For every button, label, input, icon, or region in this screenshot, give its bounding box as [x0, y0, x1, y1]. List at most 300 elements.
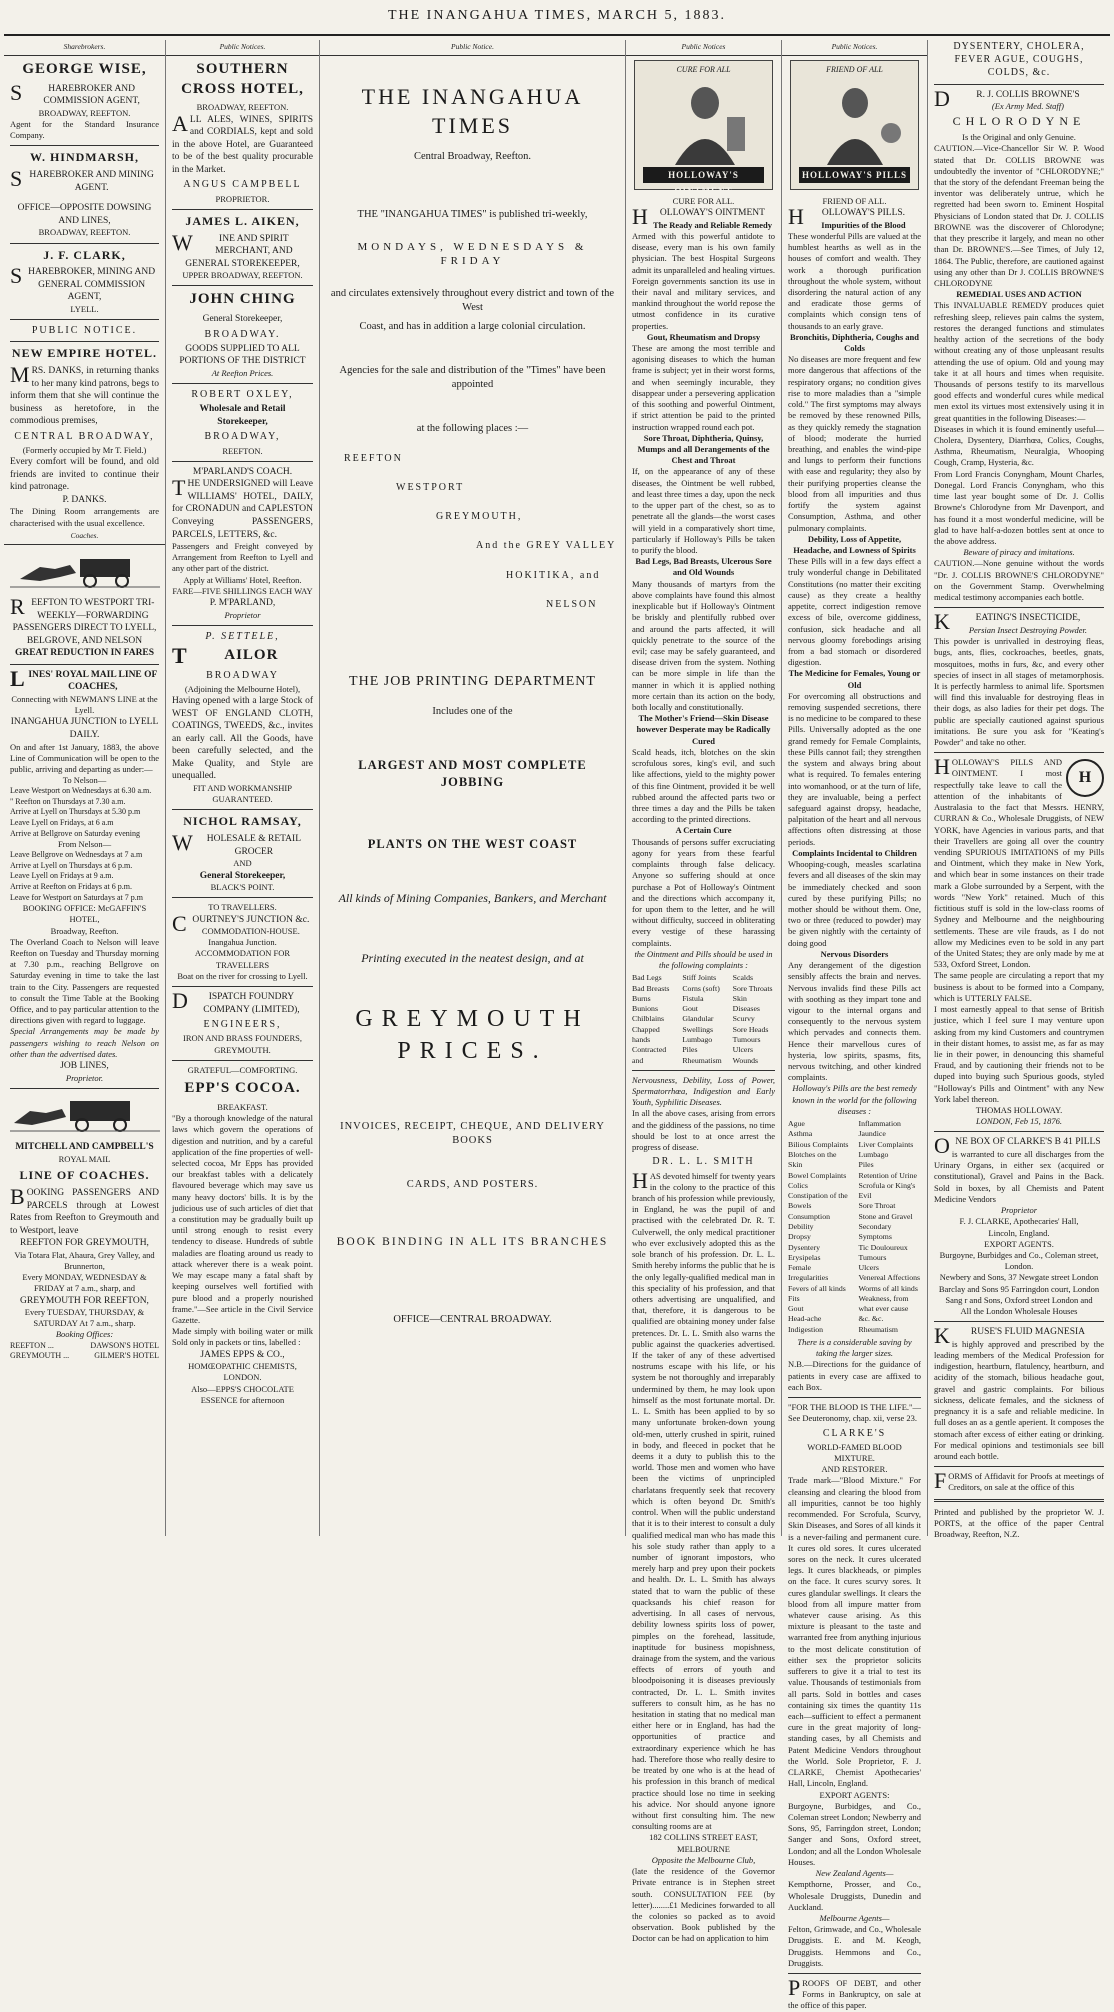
mc-office-hotel: DAWSON'S HOTEL [90, 1340, 159, 1350]
affidavit-forms: FORMS of Affidavit for Proofs at meetings of Creditors, on sale at the office of this [934, 1468, 1104, 1494]
mparland-body: THE UNDERSIGNED will Leave WILLIAMS' HOTEL, DAILY, for CRONADUN and CAPLESTON Conveying PASSENGERS, PARCELS, LETTERS, &c. [172, 475, 313, 540]
smith-name: DR. L. L. SMITH [652, 1156, 755, 1168]
printing-line: Printing executed in the neatest design, and at [361, 950, 584, 965]
ointment-sore-body: If, on the appearance of any of these diseases, the Ointment be well rubbed, and least three times a day, upon the neck to the upper part of the chest, so as to penetrate all the glands—the worst cases will yield in a comparatively short time, particularly if Holloway's Pills be taken to purify the blood. [632, 466, 775, 555]
ramsay-role: General Storekeeper, [199, 870, 286, 881]
clarke-box-body: is warranted to cure all discharges from the Urinary Organs, in either sex (acquired or constitutional), Gravel and Pains in the Back. Sold in boxes, by all Chemists and Patent Medicine Vendors [934, 1149, 1104, 1204]
ramsay-body: WHOLESALE & RETAIL GROCER [172, 830, 301, 857]
schedule-from-nelson [10, 850, 159, 903]
list-item: Female Irregularities [788, 1263, 829, 1283]
list-item: Retention of Urine [858, 1170, 917, 1180]
pills-females-body: For overcoming all obstructions and removing suspended secretions, there is no medicine to be compared to these Pills. Universally adopted as the one grand remedy for Female Complaints, these Pills cannot fail; they strengthen the system and always bring about what is required. To females entering into womanhood, or at the turn of life, they are invaluable, being a perfect safeguard against dropsy, headache, palpitation of the heart and all nervous affections often distressing at those periods. [788, 690, 921, 847]
list-item: Sore Heads [732, 1024, 769, 1034]
list-item: Bowel Complaints [788, 1170, 847, 1180]
westport-coach-body: REEFTON TO WESTPORT TRI-WEEKLY—FORWARDING PASSENGERS DIRECT TO LYELL, BELGROVE, AND NELSON [10, 594, 157, 646]
coach-engraving-icon [10, 1097, 160, 1133]
list-item: Head-ache [788, 1314, 822, 1324]
hotel-location: CENTRAL BROADWAY, [14, 430, 155, 442]
aiken-name: JAMES L. AIKEN, [185, 213, 300, 228]
lines-junction: INANGAHUA JUNCTION to LYELL DAILY. [10, 717, 159, 740]
list-item: Ague [788, 1119, 805, 1129]
chlorodyne-caution-2: CAUTION.—None genuine without the words "Dr. J. COLLIS BROWNE'S CHLORODYNE" on the Government Stamp. Overwhelming medical testimony accompanies each bottle. [934, 558, 1104, 603]
list-item: &c. &c. [858, 1314, 884, 1324]
pills-debility-head: Debility, Loss of Appetite, Headache, and Lowness of Spirits [793, 533, 916, 555]
ching-price: At Reefton Prices. [211, 367, 274, 378]
mc-days: Every MONDAY, WEDNESDAY & FRIDAY at 7 a.m., sharp, and [22, 1272, 147, 1294]
list-item: Lumbago [858, 1149, 889, 1159]
ointment-remedy-body: Armed with this powerful antidote to disease, every man is his own family physician. The best Hospital Surgeons admit its unparalleled and healing virtues. Foreign governments sanction its use in their naval and military services, and mankind throughout the world repose the utmost confidence in its curative properties. [632, 230, 775, 331]
list-item: Asthma [788, 1129, 813, 1139]
list-item: Fistula [682, 993, 704, 1003]
list-item: Chapped hands [632, 1024, 660, 1044]
keating-name: KEATING'S INSECTICIDE, [934, 609, 1081, 635]
list-item: Fevers of all kinds [788, 1283, 846, 1293]
proofs-of-debt: PROOFS OF DEBT, and other Forms in Bankruptcy, on sale at the office of this paper. [788, 1975, 921, 2011]
holloway-warning: HOLLOWAY'S PILLS AND OINTMENT. I most respectfully take leave to call the attention of the inhabitants of Australasia to the fact that Messrs. HENRY, CURRAN & Co., Wholesale Druggists, of NEW YORK, have Agencies in various parts, and that their Travellers are going all over the country vending SPURIOUS IMITATIONS of my Pills and Ointment, which they make in New York, and which bear in some instances on their trade mark a Globe surrounded by a Serpent, with the words "New York" retained. Much of this fictitious stuff is sold in the low-class rooms of Sydney and Melbourne and the neighbouring settlements. These are vile frauds, as I do not allow my Medicines even to be sold in any part of the United States; they are only made by me at 533, Oxford Street, London. [934, 754, 1104, 970]
list-item: Tic Douloureux [858, 1242, 908, 1252]
chlorodyne-diseases: Diseases in which it is found eminently useful—Cholera, Dysentery, Diarrhœa, Colics, Coughs, Asthma, Rheumatism, Neuralgia, Whooping Cough, Cramp, Hysteria, &c. [934, 423, 1104, 468]
mc-name: MITCHELL AND CAMPBELL'S [15, 1142, 154, 1153]
epps-name: EPP'S COCOA. [184, 1080, 301, 1097]
clarke-body: Trade mark—"Blood Mixture." For cleansing and clearing the blood from all impurities, cannot be too highly recommended. For Scrofula, Scurvy, Skin Diseases, and Sores of all kinds it is a never-failing and permanent cure. It cures old sores. It cures ulcerated sores on the neck. It cures ulcerated legs. It cures blackheads, or pimples on the face. It cures scurvy sores. It cures glandular swellings. It clears the blood from all impure matter from whatever cause arising. As this mixture is pleasant to the taste and warranted free from anything injurious to the most delicate constitution of either sex the proprietor solicits sufferers to give it a trial to test its value. Thousands of testimonials from all parts. Sold in bottles and cases containing six times the quantity 11s each—sufficient to effect a permanent cure in the great majority of long-standing cases, by all Chemists and Patent Medicine Vendors throughout the World. Sole Proprietor, F. J. CLARKE, Chemist Apothecaries' Hall, Lincoln, England. [788, 1475, 921, 1789]
list-item: Arrive at Lyell on Thursdays at 6 p.m. [10, 860, 133, 870]
lines-to-nelson: To Nelson— [62, 775, 107, 786]
list-item: Secondary Symptoms [858, 1221, 892, 1242]
mc-offices: Booking Offices: [55, 1329, 114, 1340]
mc-route: REEFTON FOR GREYMOUTH, [20, 1238, 149, 1249]
epps-role: HOMŒOPATHIC CHEMISTS, [188, 1361, 297, 1372]
pills-impurities-head: Impurities of the Blood [821, 219, 906, 230]
foundry-address: GREYMOUTH. [214, 1044, 271, 1055]
list-item: Ulcers [732, 1045, 754, 1055]
chlorodyne-beware: Beware of piracy and imitations. [963, 547, 1075, 558]
list-item: Leave Westport on Wednesdays at 6.30 a.m. [10, 786, 152, 796]
list-item: Glandular [682, 1014, 714, 1024]
list-item: Bad Breasts [632, 983, 670, 993]
list-item: Leave Lyell on Fridays at 9 a.m. [10, 871, 114, 881]
lines-from-nelson: From Nelson— [57, 839, 112, 850]
hotel-dining: The Dining Room arrangements are characterised with the usual excellence. [10, 506, 159, 528]
ointment-list-head: the Ointment and Pills should be used in the following complaints : [634, 948, 773, 971]
list-item: Dysentery [788, 1242, 821, 1252]
mparland-signature: P. M'PARLAND, [209, 598, 276, 609]
clarke-box-hall: F. J. CLARKE, Apothecaries' Hall, [959, 1216, 1079, 1227]
column-2-head: Public Notices. [166, 40, 319, 56]
hindmarsh-office: OFFICE—OPPOSITE DOWSING AND LINES, [17, 203, 152, 226]
largest-line: LARGEST AND MOST COMPLETE JOBBING [358, 758, 587, 789]
hindmarsh-role: SHAREBROKER AND MINING AGENT. [10, 166, 154, 193]
plants-line: PLANTS ON THE WEST COAST [367, 837, 578, 852]
pills-debility-body: These Pills will in a few days effect a truly wonderful change in Debilitated Constitutions (no matter their exciting cause) as they create a healthy appetite, correct indigestion remove excess of bile, overcome giddiness, confusion, sick headache and all nervous gloomy forebodings arising from a bad stomach or disordered digestion. [788, 556, 921, 668]
list-item: Liver Complaints [858, 1139, 914, 1149]
epps-sub: BREAKFAST. [217, 1101, 268, 1112]
list-item: " Reefton on Thursdays at 7.30 a.m. [10, 796, 126, 806]
list-item: Erysipelas [788, 1252, 821, 1262]
ointment-certain-body: Thousands of persons suffer excruciating agony for years from these fearful complaints through false delicacy. Anyone so suffering should at once purchase a Pot of Holloway's Ointment and the directions which accompany it, for upon them to the letter, and he will without difficulty, succeed in obliterating every vestige of these harassing complaints. [632, 836, 775, 948]
holloway-signature: THOMAS HOLLOWAY. [975, 1105, 1063, 1116]
column-3-head: Public Notice. [320, 40, 625, 56]
foundry-name: DISPATCH FOUNDRY COMPANY (LIMITED), [172, 988, 300, 1015]
ointment-gout-body: These are among the most terrible and agonising diseases to which the human frame is subject; yet in their worst forms, and when seemingly incurable, they disappear under a persevering application of this soothing and powerful Ointment, if strict attention be paid to the printed instruction wrapped round each pot. [632, 343, 775, 432]
nervousness-head: Nervousness, Debility, Loss of Power, Spermatorrhœa, Indigestion and Early Youth, Syphilitic Diseases. [632, 1074, 775, 1108]
pills-bronchitis-body: No diseases are more frequent and few more dangerous that affections of the respiratory organs; no condition gives rise to more maladies than a "simple cold." The first symptoms may always be removed by these renowned Pills, as they quickly remedy the stagnation of blood; moderate the hurried breathing, and enables the wind-pipe and lungs to perform their functions with ease and regularity; they also by their purifying properties cleanse the blood from all impurities and thus fortify the system against Consumption, Asthma, and other pulmonary complaints. [788, 354, 921, 533]
pills-engraving [790, 60, 919, 190]
mparland-fare: FARE—FIVE SHILLINGS EACH WAY [172, 585, 313, 596]
agency-place: HOKITIKA, and [506, 569, 601, 581]
pills-arch-text: FRIEND OF ALL [826, 64, 883, 74]
oxley-town: REEFTON. [222, 445, 263, 456]
list-item: Leave Lyell on Fridays, at 6 a.m [10, 818, 114, 828]
list-item: Stiff Joints [682, 973, 717, 983]
holloway-warning-2: The same people are circulating a report that my business is about to be formed into a Company, which is UTTERLY FALSE. [934, 970, 1104, 1003]
hotel-name: NEW EMPIRE HOTEL. [11, 346, 158, 361]
oxley-role-2: Storekeeper, [217, 416, 268, 427]
list-item: Piles [858, 1160, 874, 1170]
list-item: Weakness, from what ever cause [858, 1293, 909, 1314]
allegorical-figure-icon [635, 73, 775, 169]
column-3 [320, 40, 626, 1536]
list-item: Fits [788, 1293, 800, 1303]
greymouth-prices: GREYMOUTH PRICES. [355, 1006, 590, 1065]
places-intro: at the following places :— [416, 423, 529, 434]
ointment-engraving [634, 60, 773, 196]
oxley-role: Wholesale and Retail [199, 404, 286, 415]
ching-name: JOHN CHING [189, 291, 296, 308]
export-agent: Sang r and Sons, Oxford street London and [945, 1294, 1093, 1305]
column-1 [4, 40, 166, 1536]
chlorodyne-testimonial: From Lord Francis Conyngham, Mount Charles, Donegal. Lord Francis Conyngham, who this time last year bought some of Dr. J. Collis Browne's Chlorodyne from Mr Davenport, and has found it a most wonderful medicine, will be glad to have half-a-dozen bottles sent at once to the above address. [934, 468, 1104, 547]
ching-body: GOODS SUPPLIED TO ALL PORTIONS OF THE DISTRICT [179, 343, 306, 367]
ointment-remedy-head: The Ready and Reliable Remedy [652, 219, 772, 230]
list-item: Constipation of the Bowels [788, 1191, 848, 1211]
southern-cross-name: SOUTHERN CROSS HOTEL, [181, 60, 304, 97]
clarke-box-proprietor: Proprietor [1000, 1205, 1038, 1216]
dysentery-head: DYSENTERY, CHOLERA, FEVER AGUE, COUGHS, COLDS, &c. [953, 41, 1085, 79]
junction-location: Inangahua Junction. [208, 937, 277, 948]
clark-role: SHAREBROKER, MINING AND GENERAL COMMISSION AGENT, [10, 263, 156, 303]
ointment-legs-body: Many thousands of martyrs from the above complaints have found this almost inexplicable but if Holloway's Ointment be briskly and plentifully rubbed over and around the parts affected, it will quickly penetrate to the source of the evil; case may be safely guaranteed, and disease driven from the system. Nothing can be more simple in life than the manner in which it is applied nothing more certain than its action on the body, both locally and constitutionally. [632, 578, 775, 713]
list-item: Tumours [732, 1034, 761, 1044]
list-item: Colics [788, 1180, 808, 1190]
published-line: THE "INANGAHUA TIMES" is published tri-weekly, [357, 208, 588, 220]
export-agent: All the London Wholesale Houses [960, 1306, 1078, 1317]
mc-back: GREYMOUTH FOR REEFTON, [20, 1295, 149, 1306]
mparland-role: Proprietor [224, 609, 261, 620]
settele-adjoining: (Adjoining the Melbourne Hotel), [184, 684, 301, 695]
hotel-body: MRS. DANKS, in returning thanks to her many kind patrons, begs to inform them that she will continue the business as heretofore, in the commodious premises, [10, 362, 159, 427]
pills-children-head: Complaints Incidental to Children [792, 847, 917, 858]
pills-impurities-body: These wonderful Pills are valued at the humblest hearths as well as in the houses of comfort and wealth. They work a thorough purification throughout the whole system, without disordering the natural action of any and eradicate those germs of complaints which consign tens of thousands to an early grave. [788, 230, 921, 331]
list-item: Sore Throats [732, 983, 773, 993]
includes-line: Includes one of the [432, 706, 513, 718]
circulation-line: and circulates extensively throughout every district and town of the West [330, 287, 615, 313]
pills-children-body: Whooping-cough, measles scarlatina fevers and all diseases of the skin may be immediately checked and soon cured by these purifying Pills; no mother should be without them. One, two or three (reduced to powder) may be given nightly with the certainty of doing good [788, 859, 921, 948]
holloway-warning-3: I most earnestly appeal to that sense of British justice, which I feel sure I may venture upon asking from my kind Customers and countrymen in their distant homes, to assist me, as far as may lie in their power, in denouncing this shameful Fraud, and by cautioning their friends not to be duped into buying such Spurious goods, styled "Holloway's Pills and Ointment" with any New York label thereon. [934, 1004, 1104, 1104]
list-item: Scurvy [732, 1014, 755, 1024]
agency-place: GREYMOUTH, [436, 511, 523, 523]
list-item: Debility [788, 1221, 814, 1231]
cards-line: CARDS, AND POSTERS. [406, 1178, 539, 1190]
list-item: Scalds [732, 973, 754, 983]
pills-nervous-head: Nervous Disorders [820, 948, 889, 959]
list-item: Jaundice [858, 1129, 886, 1139]
clarke-box-city: Lincoln, England. [988, 1227, 1050, 1238]
wise-role: SHAREBROKER AND COMMISSION AGENT, [10, 79, 140, 107]
clarke-melb-head: Melbourne Agents— [819, 1912, 890, 1923]
southern-cross-role: PROPRIETOR. [215, 193, 270, 204]
list-item: Inflammation [858, 1119, 901, 1129]
settele-role: TAILOR [172, 643, 279, 669]
schedule-to-nelson [10, 786, 159, 839]
mc-body: BOOKING PASSENGERS AND PARCELS through at Lowest Rates from Reefton to Greymouth and to Westport, leave [10, 1183, 159, 1236]
junction-name: COURTNEY'S JUNCTION &c. [172, 910, 310, 936]
epps-city: LONDON. [223, 1372, 262, 1383]
hindmarsh-address: BROADWAY, REEFTON. [38, 227, 131, 238]
epps-firm: JAMES EPPS & CO., [200, 1349, 285, 1360]
clarke-melb-body: Felton, Grimwade, and Co., Wholesale Druggists. E. and M. Keogh, Druggists. Hemmons and Co., Druggists. [788, 1924, 921, 1968]
list-item: Lumbago [682, 1034, 713, 1044]
mc-via: Via Totara Flat, Ahaura, Grey Valley, and Brunnerton, [14, 1249, 155, 1271]
list-item: Arrive at Lyell on Thursdays at 5.30 p.m [10, 807, 141, 817]
junction-accommodation: ACCOMMODATION FOR TRAVELLERS [194, 948, 291, 970]
list-item: Leave Bellgrove on Wednesdays at 7 a.m [10, 850, 143, 860]
ointment-caption: CURE FOR ALL. [672, 195, 735, 206]
pills-caption: FRIEND OF ALL. [822, 195, 887, 206]
agency-place: And the GREY VALLEY [476, 540, 617, 552]
wise-note: Agent for the Standard Insurance Company. [10, 118, 159, 141]
list-item: Worms of all kinds [858, 1283, 918, 1293]
column-6 [928, 40, 1110, 1540]
mc-line: LINE OF COACHES. [19, 1168, 150, 1183]
pills-females-head: The Medicine for Females, Young or Old [788, 668, 921, 690]
column-2 [166, 40, 320, 1536]
ramsay-name: NICHOL RAMSAY, [183, 814, 302, 829]
list-item: Skin Diseases [732, 993, 760, 1014]
nervousness-body: In all the above cases, arising from errors and the giddiness of the passions, no time should be lost to at once arrest the progress of disease. [632, 1108, 775, 1153]
list-item: Venereal Affections [858, 1273, 921, 1283]
list-item: Indigestion [788, 1324, 824, 1334]
ointment-band: HOLLOWAY'S OINTMENT [643, 167, 764, 183]
paper-address: Central Broadway, Reefton. [413, 150, 532, 162]
list-item: Arrive at Bellgrove on Saturday evening [10, 828, 140, 838]
southern-cross-body: ALL ALES, WINES, SPIRITS and CORDIALS, kept and sold in the above Hotel, are Guaranteed to be of the best quality procurable in the Market. [172, 110, 313, 175]
list-item: Gout [788, 1304, 804, 1314]
ointment-arch-text: CURE FOR ALL [676, 64, 731, 74]
circulation-line-2: Coast, and has in addition a large colonial circulation. [359, 321, 586, 333]
mparland-body-2: Passengers and Freight conveyed by Arrangement from Reefton to Lyell and any other part of the district. [172, 541, 313, 574]
chlorodyne-caution: CAUTION.—Vice-Chancellor Sir W. P. Wood stated that Dr. COLLIS BROWNE was undoubtedly the inventor of "CHLORODYNE;" that the story of the defendant Freeman being the inventor was deliberately untrue, which he regretted had been sworn to. Eminent Hospital Physicians of London stated that Dr. J. COLLIS BROWNE was the discoverer of Chlorodyne; that they prescribe it largely, and mean no other than Dr. BROWNE'S.—See Times, of July 12, 1864. The Public, therefore, are cautioned against using any other than Dr J. COLLIS BROWNE'S CHLORODYNE [934, 143, 1104, 288]
kruse-name: KRUSE'S FLUID MAGNESIA [934, 1323, 1086, 1349]
clarke-box-head: ONE BOX OF CLARKE'S B 41 PILLS [934, 1133, 1101, 1159]
ointment-mother-head: The Mother's Friend—Skin Disease however Desperate may be Radically Cured [636, 713, 771, 746]
epps-also: Also—EPPS'S CHOCOLATE ESSENCE for afternoon [191, 1383, 294, 1405]
column-5-head: Public Notices. [782, 40, 927, 56]
list-item: Piles [682, 1045, 698, 1055]
ointment-gout-head: Gout, Rheumatism and Dropsy [646, 331, 761, 342]
column-1-head: Sharebrokers. [4, 40, 165, 56]
clarke-name: CLARKE'S [822, 1427, 887, 1439]
list-item: Blotches on the Skin [788, 1149, 837, 1170]
pills-nervous-body: Any derangement of the digestion sensibly affects the brain and nerves. Nervous invalids find these Pills act with soothing as they impart tone and vigour to the internal organs and consequently to the nervous system which pervades and connects them. Hence their marvellous cures of hysteria, low spirits, spasms, fits, nervous twitching, and other kindred complaints. [788, 960, 921, 1083]
column-4-head: Public Notices [626, 40, 781, 56]
mparland-apply: Apply at Williams' Hotel, Reefton. [183, 574, 302, 585]
settele-name: P. SETTELE, [205, 630, 280, 642]
special-arrangements: Special Arrangements may be made by passengers wishing to reach Nelson on other than the advertised dates. [10, 1026, 159, 1059]
browne-name: DR. J. COLLIS BROWNE'S [934, 85, 1080, 111]
pills-diseases-list [788, 1119, 921, 1335]
pills-band: HOLLOWAY'S PILLS [799, 167, 910, 183]
wise-name: GEORGE WISE, [22, 60, 147, 77]
ching-address: BROADWAY. [204, 328, 281, 340]
list-item: Rheumatism [858, 1324, 898, 1334]
list-item: Arrive at Reefton on Fridays at 6 p.m. [10, 881, 132, 891]
book-binding-line: BOOK BINDING IN ALL ITS BRANCHES [336, 1236, 609, 1249]
kinds-line: All kinds of Mining Companies, Bankers, and Merchant [338, 890, 607, 905]
junction-sub: COMMODATION-HOUSE. [201, 926, 300, 937]
pills-list-head: Holloway's Pills are the best remedy known in the world for the following diseases : [792, 1083, 917, 1116]
pills-title: HOLLOWAY'S PILLS. [788, 204, 906, 230]
clarke-nz-body: Kempthorne, Prosser, and Co., Wholesale Druggists, Dunedin and Auckland. [788, 1879, 921, 1912]
list-item: Bunions [632, 1004, 658, 1014]
hindmarsh-name: W. HINDMARSH, [30, 150, 139, 165]
overland-note: The Overland Coach to Nelson will leave Reefton on Tuesday and Thursday morning at 7.30 p.m., reaching Bellgrove on Saturday evening in time to take the last train to the City. Passengers are requested to consult the Time Table at the Booking Office, and to pay particular attention to the directions given with regard to luggage. [10, 936, 160, 1026]
chlorodyne-title: CHLORODYNE [952, 114, 1086, 129]
agency-place: REEFTON [344, 452, 403, 464]
list-item: Ulcers [858, 1263, 879, 1273]
mc-office-town: GREYMOUTH ... [10, 1351, 70, 1361]
masthead-rule [4, 34, 1110, 36]
coaches-head: Coaches. [4, 529, 165, 545]
blood-quote: "FOR THE BLOOD IS THE LIFE."—See Deuteronomy, chap. xii, verse 23. [788, 1402, 921, 1424]
public-notice-head: PUBLIC NOTICE. [31, 325, 138, 337]
column-5 [782, 40, 928, 2011]
ching-role: General Storekeeper, [202, 314, 283, 325]
oxley-name: ROBERT OXLEY, [191, 389, 294, 401]
lines-signature: JOB LINES, [60, 1061, 109, 1072]
clark-address: LYELL. [70, 304, 99, 314]
clarke-mixture: WORLD-FAMED BLOOD MIXTURE. [807, 1441, 902, 1463]
list-item: Scrofula or King's Evil [858, 1180, 916, 1201]
lines-proprietor: Proprietor. [65, 1072, 104, 1083]
ointment-complaints-list [632, 973, 775, 1066]
junction-boat: Boat on the river for crossing to Lyell. [177, 970, 308, 981]
epps-body: "By a thorough knowledge of the natural laws which govern the operations of digestion and nutrition, and by a careful application of the fine properties of well-selected cocoa, Mr Epps has provided our breakfast tables with a delicately flavoured beverage which may save us many heavy doctors' bills. It is by the judicious use of such articles of diet that a constitution may be gradually built up until strong enough to resist every tendency to disease. Hundreds of subtle maladies are floating around us ready to attack wherever there is a weak point. We may escape many a fatal shaft by keeping ourselves well fortified with pure blood and a properly nourished frame."—See article in the Civil Service Gazette. [172, 1113, 313, 1325]
export-agent: Burgoyne, Burbidges and Co., Coleman street, London. [939, 1249, 1099, 1272]
travellers-head: TO TRAVELLERS. [208, 902, 277, 913]
mc-days2: Every TUESDAY, THURSDAY, & SATURDAY At 7 a.m., sharp. [24, 1307, 145, 1329]
pills-bronchitis-head: Bronchitis, Diphtheria, Coughs and Colds [789, 331, 920, 354]
settele-address: BROADWAY [206, 669, 279, 681]
aiken-address: UPPER BROADWAY, REEFTON. [182, 270, 303, 281]
agency-place: WESTPORT [396, 482, 465, 494]
holloway-seal-icon: H [1066, 759, 1104, 797]
paper-title: THE INANGAHUA TIMES [361, 83, 584, 138]
agency-place: NELSON [546, 598, 598, 610]
smith-body: HAS devoted himself for twenty years in the colony to the practice of this branch of his profession while previously, in England, he was the pupil of and practised with the celebrated Dr. R. T. Culverwell, the only medical practitioner who ever exclusively adopted this as the sole branch of his profession. Dr. L. L. Smith hereby informs the public that he is the only legally-qualified medical man in this speciality of his profession, and that others advertising are unqualified, and that, therefore, it is dangerous to be qualified are obtaining money under false pretences. Dr. L. L. Smith also warns the public against the quackeries advertised. If the taker of any of these advertised nostrums escape with his life, or his system be not thoroughly and irreparably undermined by them, he may look upon himself as the most fortunate mortal. Dr. L. L. Smith has been applied to by so many unfortunate broken-down young old-men, utterly crushed in spirit, ruined in body, and fleeced in pocket that he deems it a duty to publish this to the world. Those men and women who have been the victims of unprincipled charlatans frequently seek that recovery which is often beyond Dr. Smith's control. When will the public understand that it is to their interest to consult a duly qualified medical man who has made this his sole study rather than apply to a number of ignorant impostors, who merely harp and prey upon their pockets and health. Dr. L. L. Smith has always stated that to warn the public of these quacksands his chief reason for advertising. In all cases of nervous, debility lowness spirits loss of power, pimples on the forehead, lassitude, inaptitude for business mopishness, drainage from the system, and the various effects of errors of youth and bloodpoisoning it is diseases previously contracted, Dr. L. L. Smith invites sufferers to consult him, as he has no hesitation in stating that no medical man either here or in England, has had the opportunities of practice and extraordinary experience which he has had. Therefore those who really desire to be treated by one who is at the head of his profession in this branch of medical practice should lose no time in seeking his advice. Nor should anyone ignore without first consulting him. The new consulting rooms are at [632, 1167, 775, 1832]
ramsay-and: AND [233, 858, 252, 869]
list-item: Consumption [788, 1211, 831, 1221]
hotel-signature: P. DANKS. [62, 494, 107, 505]
hotel-comfort: Every comfort will be found, and old friends are invited to continue their kind patronage. [10, 457, 159, 493]
wise-address: BROADWAY, REEFTON. [38, 107, 131, 118]
job-printing-head: THE JOB PRINTING DEPARTMENT [349, 673, 596, 689]
column-4 [626, 40, 782, 1944]
clark-name: J. F. CLARK, [43, 247, 126, 262]
southern-cross-address: BROADWAY, REEFTON. [196, 102, 289, 113]
chlorodyne-uses-head: REMEDIAL USES AND ACTION [956, 289, 1082, 300]
list-item: Leave for Westport on Saturdays at 7 p.m [10, 892, 143, 902]
foundry-role-2: IRON AND BRASS FOUNDERS, [182, 1033, 303, 1044]
coach-engraving-icon [10, 553, 160, 589]
settele-body: Having opened with a large Stock of WEST OF ENGLAND CLOTH, COATINGS, TWEEDS, &c., invites an early call. All the Goods, have been carefully selected, and the Make Quality, and Style are unequalled. [172, 696, 313, 782]
mc-office-town: REEFTON ... [10, 1340, 54, 1350]
smith-address: 182 COLLINS STREET EAST, MELBOURNE [649, 1832, 758, 1854]
settele-fit: FIT AND WORKMANSHIP GUARANTEED. [193, 783, 292, 805]
clarke-export-body: Burgoyne, Burbidges, and Co., Coleman street London; Newberry and Sons, 95, Farringdon street, London; Sanger and Sons, Oxford street, London; and all the London Wholesale Houses. [788, 1800, 921, 1867]
browne-army: (Ex Army Med. Staff) [991, 101, 1064, 112]
smith-opposite: Opposite the Melbourne Club, [651, 1854, 756, 1865]
ointment-sore-head: Sore Throat, Diphtheria, Quinsy, Mumps and all Derangements of the Chest and Throat [637, 432, 770, 466]
kruse-body: is highly approved and prescribed by the leading members of the Medical Profession for indigestion, heartburn, flatulency, heartburn, and acidity of the stomach, bilious headache gout, gravel and gastric complaints. For bilious sickness, delicate females, and the sickness of pregnancy it is a safe and reliable medicine. In full doses an as a gentle aperient. It composes the stomach after excess of either eating or drinking. For medical opinions and testimonials see bill around each bottle. [934, 1338, 1104, 1462]
list-item: Gout [682, 1004, 698, 1014]
list-item: Dropsy [788, 1232, 811, 1242]
export-agents-head: EXPORT AGENTS. [984, 1238, 1054, 1249]
list-item: Bilious Complaints [788, 1139, 849, 1149]
list-item: Corns (soft) [682, 983, 720, 993]
booking-address: Broadway, Reefton. [50, 925, 119, 936]
mc-sub: ROYAL MAIL [58, 1153, 111, 1164]
booking-office: BOOKING OFFICE: McGAFFIN'S HOTEL, [22, 903, 147, 925]
clarke-nz-head: New Zealand Agents— [815, 1868, 894, 1879]
agencies-line: Agencies for the sale and distribution of the "Times" have been appointed [339, 365, 606, 391]
list-item: Bad Legs [632, 973, 662, 983]
list-item: Wounds [732, 1055, 759, 1065]
invoices-line: INVOICES, RECEIPT, CHEQUE, AND DELIVERY BOOKS [340, 1120, 605, 1146]
keating-body: This powder is unrivalled in destroying fleas, bugs, ants, flies, cockroaches, beetles, gnats, mosquitoes, moths in furs, &c, and every other species of insect in all stages of metamorphosis. It is perfectly harmless to animal life. Sportsmen will find this invaluable for destroying fleas in their dogs, as also ladies for their pet dogs. The public are specially cautioned against spurious imitations. Be sure you ask for "Keating's Powder" and take no other. [934, 636, 1104, 748]
keating-persian: Persian Insect Destroying Powder. [968, 624, 1088, 635]
list-item: Stone and Gravel [858, 1211, 913, 1221]
oxley-address: BROADWAY, [204, 431, 281, 443]
mparland-head: M'PARLAND'S COACH. [192, 466, 293, 477]
list-item: Rheumatism [682, 1055, 722, 1065]
epps-grateful: GRATEFUL—COMFORTING. [187, 1064, 298, 1075]
publication-days: MONDAYS, WEDNESDAYS & FRIDAY [357, 240, 588, 268]
export-agent: Barclay and Sons 95 Farringdon court, London [938, 1283, 1100, 1294]
mc-office-row [10, 1351, 159, 1362]
mc-office-row [10, 1341, 159, 1352]
epps-made: Made simply with boiling water or milk Sold only in packets or tins, labelled : [172, 1326, 313, 1348]
ointment-title: HOLLOWAY'S OINTMENT [632, 204, 765, 230]
export-agent: Newbery and Sons, 37 Newgate street London [939, 1272, 1099, 1283]
foundry-role: ENGINEERS, [203, 1019, 282, 1031]
aiken-body: WINE AND SPIRIT MERCHANT, AND GENERAL STOREKEEPER, [172, 229, 300, 269]
allegorical-figure-icon [791, 73, 921, 169]
mc-office-hotel: GILMER'S HOTEL [94, 1351, 159, 1361]
holloway-date: LONDON, Feb 15, 1876. [976, 1116, 1062, 1127]
list-item: Burns [632, 993, 651, 1003]
lines-connection: Connecting with NEWMAN'S LINE at the Lyell. [11, 694, 158, 716]
fare-reduction: GREAT REDUCTION IN FARES [14, 648, 155, 659]
chlorodyne-genuine: Is the Original and only Genuine. [962, 132, 1076, 143]
list-item: Sore Throat [858, 1201, 896, 1211]
ointment-certain-head: A Certain Cure [675, 825, 732, 836]
chlorodyne-uses-body: This INVALUABLE REMEDY produces quiet refreshing sleep, relieves pain calms the system, restores the deranged functions and stimulates healthy action of the secretions of the body without creating any of those unpleasant results attending the use of opium. Old and young may take it at all hours and times when requisite. Thousands of persons testify to its marvellous good effects and wonderful cures while medical men extol its virtues most extensively using it in great quantities in the following Diseases:— [934, 300, 1104, 423]
lines-name: LINES' ROYAL MAIL LINE OF COACHES, [10, 665, 158, 693]
ointment-mother-body: Scald heads, itch, blotches on the skin scrofulous sores, king's evil, and such like affections, yield to the mighty power of this fine Ointment, provided it be well rubbed around the affected parts two or three times a day and the Pills be taken according to the printed directions. [632, 746, 775, 825]
office-line: OFFICE—CENTRAL BROADWAY. [393, 1313, 552, 1325]
lines-intro: On and after 1st January, 1883, the above Line of Communication will be open to the public, arriving and departing as under:— [10, 741, 159, 774]
clarke-restorer: AND RESTORER. [821, 1464, 888, 1475]
